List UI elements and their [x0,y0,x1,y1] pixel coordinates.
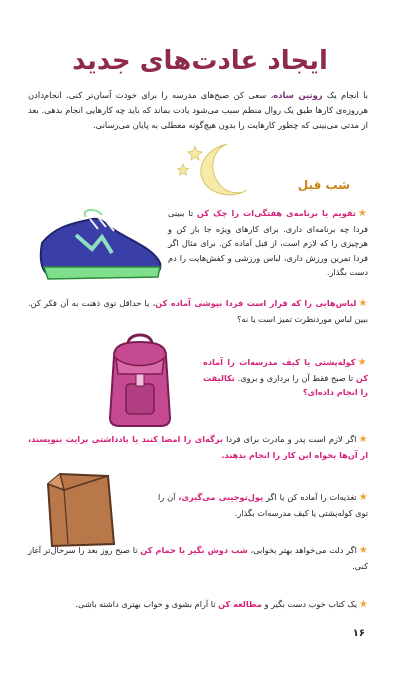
item-highlight: شب دوش بگیر یا حمام کن [140,545,248,555]
item-text: اگر دلت می‌خواهد بهتر بخوابی، [247,545,357,555]
item-highlight: لباس‌هایی را که قرار است فردا بپوشی آماده کن [155,298,357,308]
item-highlight: برگه‌ای را امضا کنند یا یادداشتی برایت بنویسند، از آن‌ها بخواه این کار را انجام بدهند. [28,434,368,460]
star-bullet-icon: ★ [357,208,369,219]
list-item [203,355,368,400]
list-item [28,296,368,326]
intro-text-2: ، سعی کن صبح‌های مدرسه را برای خودت آسان‌تر کنی. انجام‌دادن هرروزه‌ی کارها طبق یک روال منظم سبب می‌شود یادت بماند که باید چه کارهایی انجام بدهی. بعد از مدتی می‌بینی که چطور کارهایت را بدون هیچ‌گونه معطلی به پایان می‌رسانی. [28,90,368,130]
item-text: ، یا حداقل توی ذهنت به آن فکر کن. ببین لباس موردنظرت تمیز است یا نه؟ [28,298,368,324]
item-highlight: پول‌توجیبی می‌گیری، [178,492,264,502]
list-item [168,206,368,280]
list-item [28,597,368,613]
item-text: یک کتاب خوب دست بگیر و [261,599,358,609]
item-text: تغذیه‌ات را آماده کن یا اگر [263,492,357,502]
item-highlight: تقویم یا برنامه‌ی هفتگی‌ات را چک کن [196,208,356,218]
item-highlight: تکالیفت را انجام داده‌ای؟ [203,372,368,397]
intro-paragraph [28,88,368,133]
star-bullet-icon: ★ [358,298,368,309]
section-heading: شب قبل [297,178,350,192]
list-item [28,432,368,462]
star-bullet-icon: ★ [358,434,368,445]
item-text: تا ببینی فردا چه برنامه‌ای داری. برای کارهای ویژه جا باز کن و هرچیزی را که لازم است، از قبل آماده کن. برای مثال اگر فردا تمرین ورزش داری، لباس ورزشی و کفش‌هایت را دم دست بگذار. [168,208,368,277]
item-text: اگر لازم است پدر و مادرت برای فردا [222,434,357,444]
item-highlight: مطالعه کن [218,599,262,609]
intro-text-1: با انجام یک [322,90,369,100]
item-text: آن را توی کوله‌پشتی یا کیف مدرسه‌ات بگذار. [158,492,368,518]
star-bullet-icon: ★ [359,599,368,610]
intro-highlight: روتین ساده [273,90,323,100]
item-text: تا آرام بشوی و خواب بهتری داشته باشی. [75,599,219,609]
star-bullet-icon: ★ [358,492,368,503]
sneaker-icon [36,205,166,285]
item-text: تا صبح فقط آن را برداری و بروی. [234,372,356,383]
item-highlight: کوله‌پشتی یا کیف مدرسه‌ات را آماده کن [203,357,368,383]
star-bullet-icon: ★ [357,357,368,368]
page-number: ۱۶ [352,628,365,639]
backpack-icon [100,330,180,430]
paper-bag-icon [38,462,123,552]
page-title: ایجاد عادت‌های جدید [72,46,328,76]
moon-stars-icon [175,140,255,200]
star-bullet-icon: ★ [358,545,369,556]
item-text: تا صبح روز بعد را سرحال‌تر آغاز کنی. [28,545,368,571]
list-item [28,543,368,573]
list-item [158,490,368,520]
